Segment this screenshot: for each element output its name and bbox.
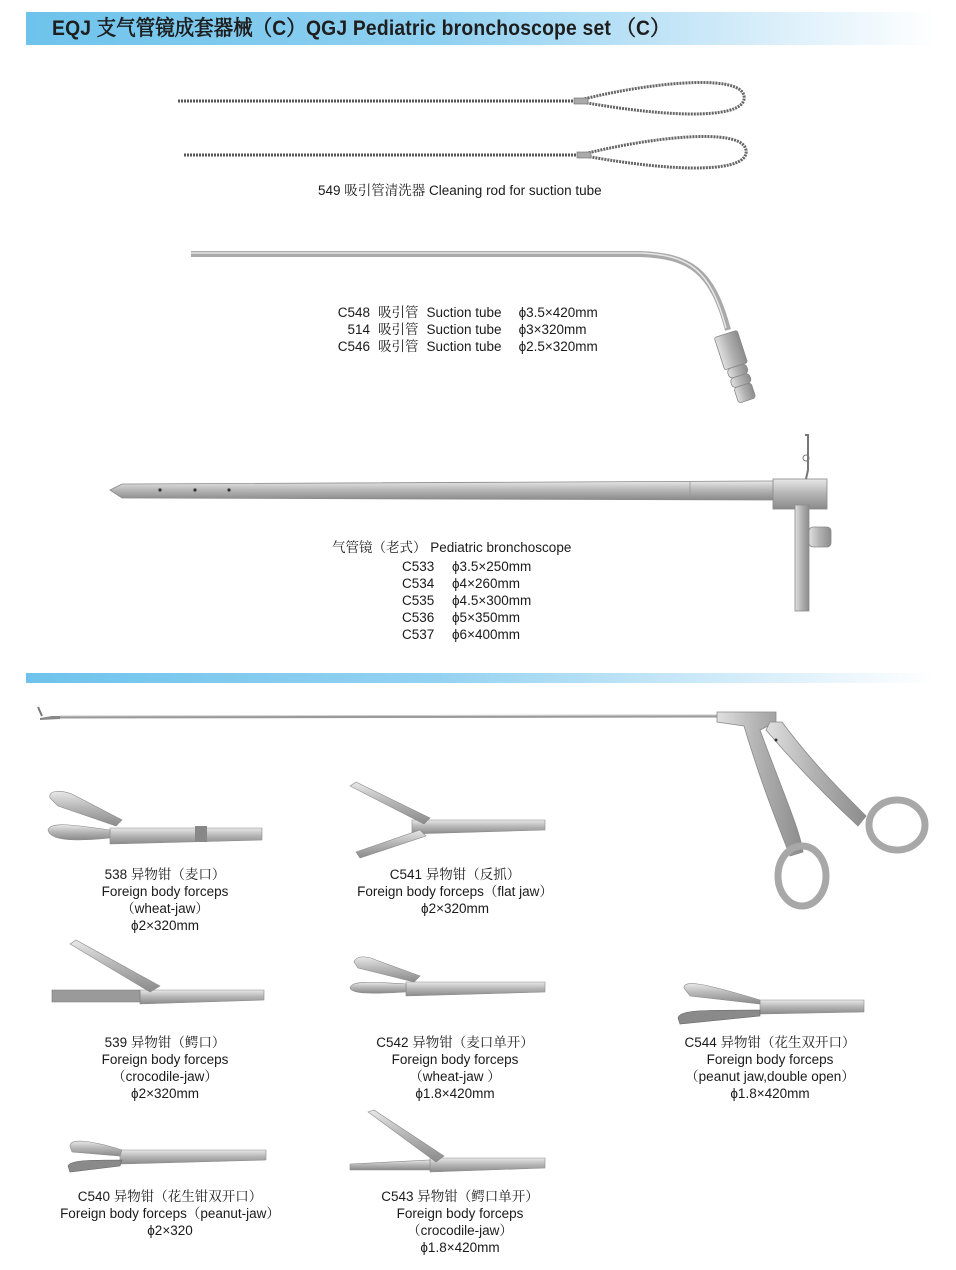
forceps-538-caption: 538 异物钳（麦口） Foreign body forceps （wheat-jaw） ϕ2×320mm (101, 867, 229, 933)
spec-row: 514 吸引管 Suction tube ϕ3×320mm (347, 322, 587, 337)
forceps-c542-caption: C542 异物钳（麦口单开） Foreign body forceps （wheat-jaw ） ϕ1.8×420mm (376, 1035, 534, 1101)
forceps-c543-caption: C543 异物钳（鳄口单开） Foreign body forceps （crocodile-jaw） ϕ1.8×420mm (381, 1189, 539, 1255)
spec-row: C546 吸引管 Suction tube ϕ2.5×320mm (337, 339, 598, 354)
bronchoscope-title: 气管镜（老式） Pediatric bronchoscope (332, 540, 572, 555)
forceps-c540-caption: C540 异物钳（花生钳双开口） Foreign body forceps（peanut-jaw） ϕ2×320 (60, 1189, 280, 1238)
forceps-c544-caption: C544 异物钳（花生双开口） Foreign body forceps （peanut jaw,double open） ϕ1.8×420mm (684, 1035, 856, 1101)
spec-row: C537 ϕ6×400mm (402, 627, 520, 642)
forceps-c541-caption: C541 异物钳（反抓） Foreign body forceps（flat jaw） ϕ2×320mm (357, 867, 553, 916)
forceps-539-caption: 539 异物钳（鳄口） Foreign body forceps （crocodile-jaw） ϕ2×320mm (101, 1035, 229, 1101)
spec-row: C536 ϕ5×350mm (402, 610, 520, 625)
page-title: EQJ 支气管镜成套器械（C）QGJ Pediatric bronchoscope set （C） (52, 17, 670, 40)
spec-row: C533 ϕ3.5×250mm (402, 559, 532, 574)
cleaning-rod-caption: 549 吸引管清洗器 Cleaning rod for suction tube (318, 183, 602, 198)
spec-row: C535 ϕ4.5×300mm (402, 593, 532, 608)
spec-row: C534 ϕ4×260mm (402, 576, 520, 591)
spec-row: C548 吸引管 Suction tube ϕ3.5×420mm (337, 305, 598, 320)
